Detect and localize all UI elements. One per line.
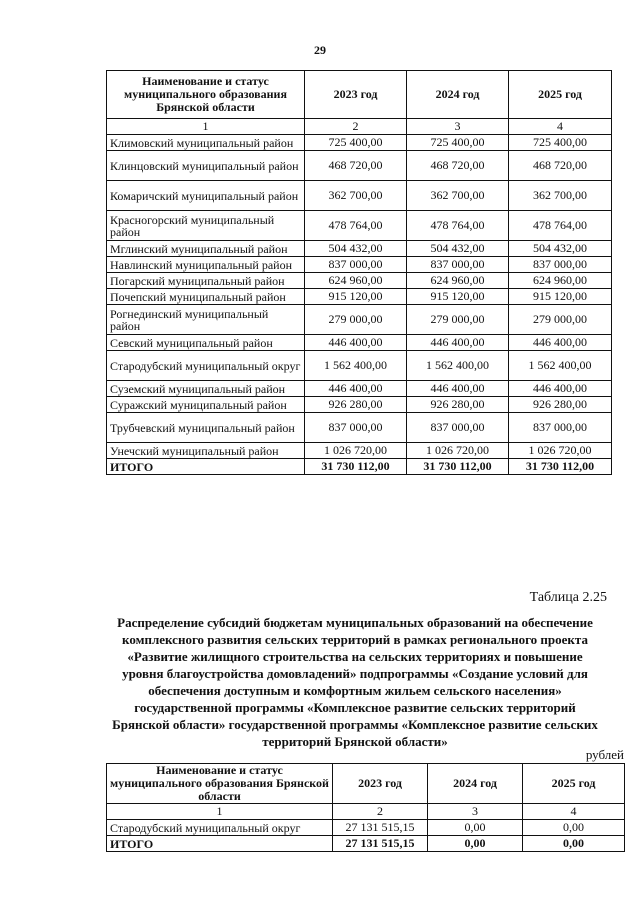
value-2024: 279 000,00 — [407, 305, 509, 335]
value-2023: 624 960,00 — [305, 273, 407, 289]
header-2024: 2024 год — [407, 71, 509, 119]
value-2023: 468 720,00 — [305, 151, 407, 181]
column-index: 3 — [428, 804, 523, 820]
header-municipality: Наименование и статус муниципального образования Брянской области — [107, 764, 333, 804]
municipality-name: Суземский муниципальный район — [107, 381, 305, 397]
municipality-name: Навлинский муниципальный район — [107, 257, 305, 273]
value-2023: 725 400,00 — [305, 135, 407, 151]
municipality-name: Погарский муниципальный район — [107, 273, 305, 289]
table-row — [107, 351, 612, 381]
column-index: 4 — [523, 804, 625, 820]
municipality-name: Клинцовский муниципальный район — [107, 151, 305, 181]
total-row — [107, 459, 612, 475]
value-2024: 504 432,00 — [407, 241, 509, 257]
column-index: 2 — [333, 804, 428, 820]
value-2023: 31 730 112,00 — [305, 459, 407, 475]
table-row — [107, 381, 612, 397]
table-row — [107, 289, 612, 305]
value-2025: 624 960,00 — [509, 273, 612, 289]
header-municipality: Наименование и статус муниципального образования Брянской области — [107, 71, 305, 119]
value-2024: 31 730 112,00 — [407, 459, 509, 475]
column-index: 4 — [509, 119, 612, 135]
table-row — [107, 181, 612, 211]
column-index-row — [107, 804, 625, 820]
value-2024: 725 400,00 — [407, 135, 509, 151]
value-2025: 837 000,00 — [509, 257, 612, 273]
municipality-name: Комаричский муниципальный район — [107, 181, 305, 211]
value-2023: 446 400,00 — [305, 381, 407, 397]
total-row — [107, 836, 625, 852]
value-2023: 27 131 515,15 — [333, 836, 428, 852]
value-2024: 468 720,00 — [407, 151, 509, 181]
table-row — [107, 211, 612, 241]
table-row — [107, 151, 612, 181]
total-label: ИТОГО — [107, 459, 305, 475]
value-2025: 1 562 400,00 — [509, 351, 612, 381]
table-row — [107, 820, 625, 836]
column-index: 2 — [305, 119, 407, 135]
subsidy-table-2 — [106, 763, 625, 852]
value-2024: 624 960,00 — [407, 273, 509, 289]
value-2024: 1 026 720,00 — [407, 443, 509, 459]
value-2025: 504 432,00 — [509, 241, 612, 257]
value-2025: 725 400,00 — [509, 135, 612, 151]
municipality-name: Рогнединский муниципальный район — [107, 305, 305, 335]
municipality-name: Унечский муниципальный район — [107, 443, 305, 459]
value-2023: 1 562 400,00 — [305, 351, 407, 381]
column-index: 1 — [107, 119, 305, 135]
value-2025: 279 000,00 — [509, 305, 612, 335]
value-2023: 478 764,00 — [305, 211, 407, 241]
municipality-name: Климовский муниципальный район — [107, 135, 305, 151]
table-row — [107, 305, 612, 335]
value-2025: 478 764,00 — [509, 211, 612, 241]
value-2025: 0,00 — [523, 836, 625, 852]
table-heading: Распределение субсидий бюджетам муниципальных образований на обеспечение комплексного развития сельских территорий в рамках регионального проекта «Развитие жилищного строительства на сельских территориях и повышение уровня благоустройства домовладений» подпрограммы «Создание условий для обеспечения доступным и комфортным жильем сельского населения» государственной программы «Комплексное развитие сельских территорий Брянской области» государственной программы «Комплексное развитие сельских территорий Брянской области» — [112, 615, 598, 749]
municipality-name: Мглинский муниципальный район — [107, 241, 305, 257]
municipality-name: Стародубский муниципальный округ — [107, 351, 305, 381]
header-2024: 2024 год — [428, 764, 523, 804]
value-2023: 362 700,00 — [305, 181, 407, 211]
table-row — [107, 413, 612, 443]
value-2025: 31 730 112,00 — [509, 459, 612, 475]
municipality-name: Суражский муниципальный район — [107, 397, 305, 413]
value-2024: 362 700,00 — [407, 181, 509, 211]
value-2024: 837 000,00 — [407, 257, 509, 273]
header-2023: 2023 год — [333, 764, 428, 804]
value-2023: 446 400,00 — [305, 335, 407, 351]
column-index-row — [107, 119, 612, 135]
municipality-name: Красногорский муниципальный район — [107, 211, 305, 241]
value-2023: 279 000,00 — [305, 305, 407, 335]
value-2023: 837 000,00 — [305, 257, 407, 273]
value-2024: 446 400,00 — [407, 335, 509, 351]
value-2024: 0,00 — [428, 820, 523, 836]
value-2023: 504 432,00 — [305, 241, 407, 257]
value-2023: 926 280,00 — [305, 397, 407, 413]
unit-label: рублей — [585, 747, 624, 762]
table-row — [107, 135, 612, 151]
value-2023: 1 026 720,00 — [305, 443, 407, 459]
table-row — [107, 397, 612, 413]
value-2025: 837 000,00 — [509, 413, 612, 443]
header-2025: 2025 год — [523, 764, 625, 804]
value-2024: 0,00 — [428, 836, 523, 852]
table-row — [107, 257, 612, 273]
value-2025: 1 026 720,00 — [509, 443, 612, 459]
column-index: 3 — [407, 119, 509, 135]
table-row — [107, 273, 612, 289]
page-number: 29 — [314, 43, 326, 57]
table-row — [107, 241, 612, 257]
value-2024: 1 562 400,00 — [407, 351, 509, 381]
municipality-name: Стародубский муниципальный округ — [107, 820, 333, 836]
table-row — [107, 335, 612, 351]
value-2025: 446 400,00 — [509, 335, 612, 351]
total-label: ИТОГО — [107, 836, 333, 852]
value-2023: 27 131 515,15 — [333, 820, 428, 836]
header-2025: 2025 год — [509, 71, 612, 119]
municipality-name: Трубчевский муниципальный район — [107, 413, 305, 443]
municipality-name: Севский муниципальный район — [107, 335, 305, 351]
value-2024: 478 764,00 — [407, 211, 509, 241]
value-2024: 446 400,00 — [407, 381, 509, 397]
value-2025: 0,00 — [523, 820, 625, 836]
subsidy-table-1 — [106, 70, 612, 475]
table-row — [107, 443, 612, 459]
value-2024: 926 280,00 — [407, 397, 509, 413]
column-index: 1 — [107, 804, 333, 820]
value-2025: 926 280,00 — [509, 397, 612, 413]
value-2025: 468 720,00 — [509, 151, 612, 181]
value-2025: 362 700,00 — [509, 181, 612, 211]
municipality-name: Почепский муниципальный район — [107, 289, 305, 305]
value-2023: 915 120,00 — [305, 289, 407, 305]
value-2024: 837 000,00 — [407, 413, 509, 443]
value-2025: 446 400,00 — [509, 381, 612, 397]
header-2023: 2023 год — [305, 71, 407, 119]
value-2025: 915 120,00 — [509, 289, 612, 305]
value-2024: 915 120,00 — [407, 289, 509, 305]
value-2023: 837 000,00 — [305, 413, 407, 443]
table-label: Таблица 2.25 — [529, 590, 607, 605]
